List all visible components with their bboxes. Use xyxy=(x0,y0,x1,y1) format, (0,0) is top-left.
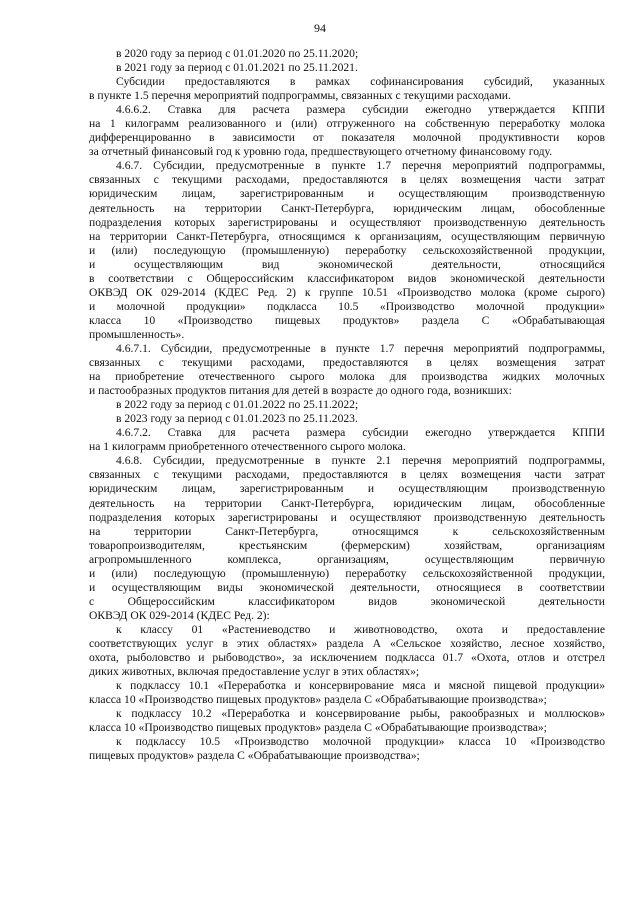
text-line: 4.6.7.1. Субсидии, предусмотренные в пункте 1.7 перечня мероприятий подпрограммы, xyxy=(116,341,605,355)
text-line: к подклассу 10.1 «Переработка и консервирование мяса и мясной пищевой продукции» xyxy=(116,679,605,693)
text-line: к классу 01 «Растениеводство и животноводство, охота и предоставление xyxy=(116,622,605,636)
text-line: и осуществляющим виды экономической деятельности, относящиеся в соответствии xyxy=(89,580,605,594)
text-line: соответствующих услуг в этих областях» раздела А «Сельское хозяйство, лесное хозяйство, xyxy=(89,636,605,650)
text-line: и осуществляющим вид экономической деятельности, относящийся xyxy=(89,257,605,271)
text-line: юридическим лицам, зарегистрированным и осуществляющим производственную xyxy=(89,482,605,496)
text-line: в 2020 году за период с 01.01.2020 по 25.11.2020; xyxy=(116,47,359,60)
text-line: 4.6.6.2. Ставка для расчета размера субсидии ежегодно утверждается КППИ xyxy=(116,103,605,117)
text-line: в 2023 году за период с 01.01.2023 по 25.11.2023. xyxy=(116,412,358,426)
text-line: на территории Санкт-Петербурга, относящимся к сельскохозяйственным xyxy=(89,524,605,538)
text-line: связанных с текущими расходами, предоставляются в целях возмещения части затрат xyxy=(89,468,605,482)
text-line: ОКВЭД ОК 029-2014 (КДЕС Ред. 2): xyxy=(89,608,270,622)
text-line: на приобретение отечественного сырого молока для производства жидких молочных xyxy=(89,370,605,384)
text-line: Субсидии предоставляются в рамках софинансирования субсидий, указанных xyxy=(116,75,605,89)
text-line: промышленность». xyxy=(89,327,185,341)
text-line: в соответствии с Общероссийским классификатором видов экономической деятельности xyxy=(89,271,605,285)
text-line: к подклассу 10.5 «Производство молочной продукции» класса 10 «Производство xyxy=(116,735,605,749)
text-line: агропромышленного комплекса, организациям, осуществляющим первичную xyxy=(89,552,605,566)
page-number: 94 xyxy=(314,21,326,35)
text-line: подразделения которых зарегистрированы и осуществляют производственную деятельность xyxy=(89,215,605,229)
text-line: диких животных, включая предоставление услуг в этих областях»; xyxy=(89,665,420,679)
text-line: в пункте 1.5 перечня мероприятий подпрограммы, связанных с текущими расходами. xyxy=(89,89,511,103)
text-line: деятельность на территории Санкт-Петербурга, юридическим лицам, обособленные xyxy=(89,201,605,215)
text-line: к подклассу 10.2 «Переработка и консервирование рыбы, ракообразных и моллюсков» xyxy=(116,707,605,721)
text-line: на 1 килограмм приобретенного отечественного сырого молока. xyxy=(89,440,406,454)
text-line: пищевых продуктов» раздела С «Обрабатывающие производства»; xyxy=(89,749,420,763)
document-body xyxy=(89,47,605,763)
text-line: 4.6.8. Субсидии, предусмотренные в пункте 2.1 перечня мероприятий подпрограммы, xyxy=(116,454,605,468)
text-line: связанных с текущими расходами, предоставляются в целях возмещения затрат xyxy=(89,356,605,370)
text-line: связанных с текущими расходами, предоставляются в целях возмещения части затрат xyxy=(89,173,605,187)
text-line: за отчетный финансовый год к уровню года, предшествующего отчетному финансовому году. xyxy=(89,145,553,159)
text-line: с Общероссийским классификатором видов экономической деятельности xyxy=(89,594,605,608)
text-line: класса 10 «Производство пищевых продуктов» раздела С «Обрабатывающие производства»; xyxy=(89,721,547,735)
text-line: 4.6.7.2. Ставка для расчета размера субсидии ежегодно утверждается КППИ xyxy=(116,426,605,440)
text-line: на территории Санкт-Петербурга, относящимся к организациям, осуществляющим первичную xyxy=(89,229,605,243)
text-line: товаропроизводителям, крестьянским (фермерским) хозяйствам, организациям xyxy=(89,538,605,552)
text-line: и пастообразных продуктов питания для детей в возрасте до одного года, возникших: xyxy=(89,384,512,398)
text-line: в 2022 году за период с 01.01.2022 по 25.11.2022; xyxy=(116,398,359,412)
text-line: охота, рыболовство и рыбоводство», за исключением подкласса 01.7 «Охота, отлов и отстрел xyxy=(89,651,605,665)
text-line: класса 10 «Производство пищевых продуктов» раздела С «Обрабатывающая xyxy=(89,313,605,327)
text-line: деятельность на территории Санкт-Петербурга, юридическим лицам, обособленные xyxy=(89,496,605,510)
text-line: в 2021 году за период с 01.01.2021 по 25.11.2021. xyxy=(116,61,358,75)
text-line: на 1 килограмм реализованного и (или) отгруженного на собственную переработку молока xyxy=(89,117,605,131)
text-line: подразделения которых зарегистрированы и осуществляют производственную деятельность xyxy=(89,510,605,524)
text-line: 4.6.7. Субсидии, предусмотренные в пункте 1.7 перечня мероприятий подпрограммы, xyxy=(116,159,605,173)
text-line: класса 10 «Производство пищевых продуктов» раздела С «Обрабатывающие производства»; xyxy=(89,693,547,707)
text-line: дифференцированно в зависимости от показателя молочной продуктивности коров xyxy=(89,131,605,145)
text-line: и молочной продукции» подкласса 10.5 «Производство молочной продукции» xyxy=(89,299,605,313)
text-line: ОКВЭД ОК 029-2014 (КДЕС Ред. 2) к группе 10.51 «Производство молока (кроме сырого) xyxy=(89,285,605,299)
text-line: и (или) последующую (промышленную) переработку сельскохозяйственной продукции, xyxy=(89,243,605,257)
text-line: и (или) последующую (промышленную) переработку сельскохозяйственной продукции, xyxy=(89,566,605,580)
text-line: юридическим лицам, зарегистрированным и осуществляющим производственную xyxy=(89,187,605,201)
